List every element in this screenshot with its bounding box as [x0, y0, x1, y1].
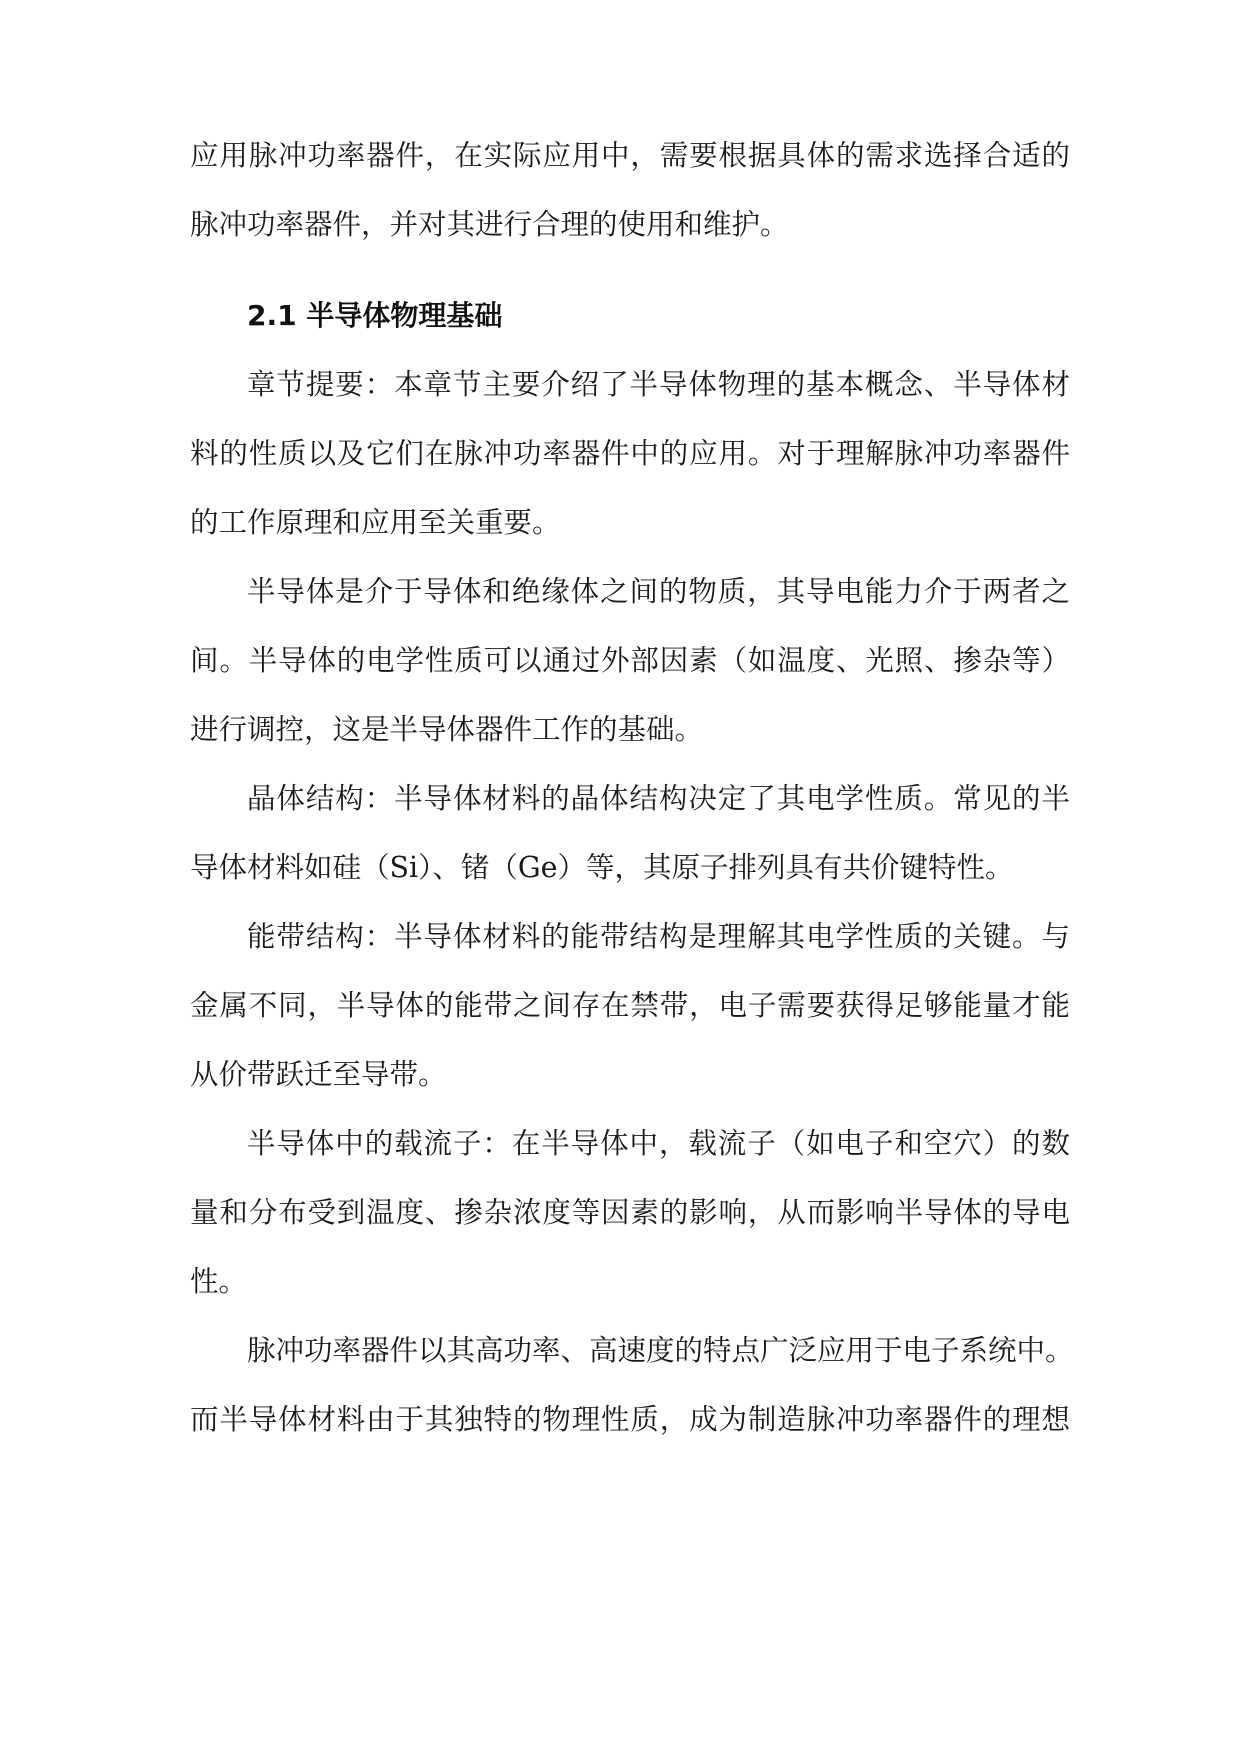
definition-paragraph-line-2: 间。半导体的电学性质可以通过外部因素（如温度、光照、掺杂等）: [190, 644, 1070, 677]
section-heading: 2.1 半导体物理基础: [247, 299, 503, 332]
summary-paragraph-line-2: 料的性质以及它们在脉冲功率器件中的应用。对于理解脉冲功率器件: [190, 437, 1070, 470]
intro-paragraph-line-1: 应用脉冲功率器件，在实际应用中，需要根据具体的需求选择合适的: [190, 139, 1070, 172]
intro-paragraph-line-2: 脉冲功率器件，并对其进行合理的使用和维护。: [190, 208, 789, 241]
band-paragraph-line-3: 从价带跃迁至导带。: [190, 1058, 447, 1091]
carriers-paragraph-line-1: 半导体中的载流子：在半导体中，载流子（如电子和空穴）的数: [247, 1127, 1070, 1160]
application-paragraph-line-1: 脉冲功率器件以其高功率、高速度的特点广泛应用于电子系统中。: [247, 1334, 1074, 1367]
definition-paragraph-line-3: 进行调控，这是半导体器件工作的基础。: [190, 713, 704, 746]
crystal-paragraph-line-2: 导体材料如硅（Si）、锗（Ge）等，其原子排列具有共价键特性。: [190, 851, 1014, 884]
summary-paragraph-line-3: 的工作原理和应用至关重要。: [190, 506, 561, 539]
crystal-paragraph-line-1: 晶体结构：半导体材料的晶体结构决定了其电学性质。常见的半: [247, 782, 1070, 815]
carriers-paragraph-line-3: 性。: [190, 1265, 248, 1298]
band-paragraph-line-2: 金属不同，半导体的能带之间存在禁带，电子需要获得足够能量才能: [190, 989, 1070, 1022]
summary-paragraph-line-1: 章节提要：本章节主要介绍了半导体物理的基本概念、半导体材: [247, 368, 1070, 401]
application-paragraph-line-2: 而半导体材料由于其独特的物理性质，成为制造脉冲功率器件的理想: [190, 1403, 1070, 1436]
band-paragraph-line-1: 能带结构：半导体材料的能带结构是理解其电学性质的关键。与: [247, 920, 1070, 953]
definition-paragraph-line-1: 半导体是介于导体和绝缘体之间的物质，其导电能力介于两者之: [247, 575, 1070, 608]
carriers-paragraph-line-2: 量和分布受到温度、掺杂浓度等因素的影响，从而影响半导体的导电: [190, 1196, 1070, 1229]
